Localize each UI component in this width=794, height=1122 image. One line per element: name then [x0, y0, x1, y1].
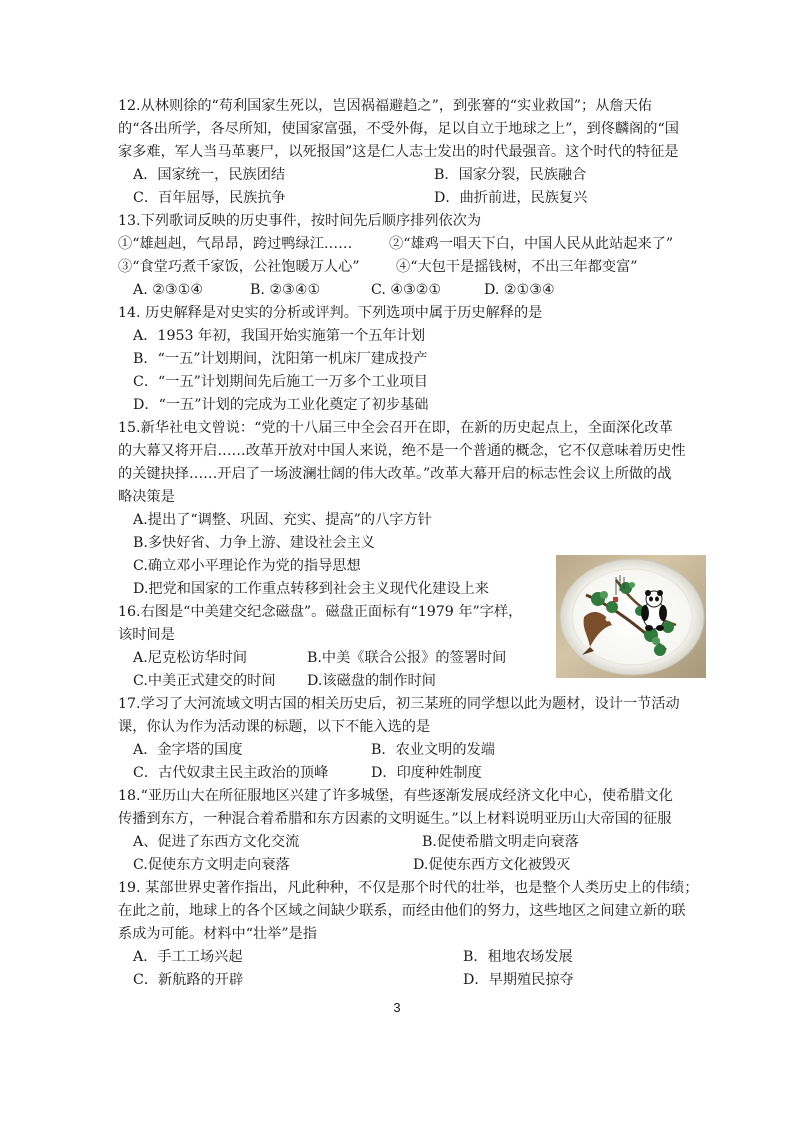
q13-lyric-2: ②“雄鸡一唱天下白，中国人民从此站起来了” — [389, 236, 674, 252]
q15-option-d: D.把党和国家的工作重点转移到社会主义现代化建设上来 — [133, 581, 489, 597]
q18-option-d: D.促使东西方文化被毁灭 — [413, 857, 571, 873]
q19-option-c: C．新航路的开辟 — [133, 972, 244, 988]
q19-option-a: A．手工工场兴起 — [133, 949, 243, 965]
q15-stem-line-3: 的关键抉择……开启了一场波澜壮阔的伟大改革。”改革大幕开启的标志性会议上所做的战 — [118, 466, 672, 482]
q16-stem-line-2: 该时间是 — [118, 627, 175, 643]
q13-lyric-1: ①“雄赳赳，气昂昂，跨过鸭绿江…… — [118, 236, 353, 252]
q17-option-b: B．农业文明的发端 — [371, 742, 495, 758]
q14-stem: 14. 历史解释是对史实的分析或评判。下列选项中属于历史解释的是 — [118, 305, 543, 321]
q13-option-c: C. ④③②① — [371, 282, 442, 298]
q16-option-b: B.中美《联合公报》的签署时间 — [307, 650, 507, 666]
q16-option-a: A.尼克松访华时间 — [133, 650, 248, 666]
q13-option-b: B. ②③④① — [250, 282, 321, 298]
q15-stem-line-4: 略决策是 — [118, 489, 175, 505]
q13-lyric-3: ③“食堂巧煮千家饭，公社饱暖万人心” — [118, 259, 360, 275]
q18-stem-line-1: 18.“亚历山大在所征服地区兴建了许多城堡，有些逐渐发展成经济文化中心，使希腊文化 — [118, 788, 673, 804]
q19-option-b: B．租地农场发展 — [463, 949, 573, 965]
q14-option-d: D．“一五”计划的完成为工业化奠定了初步基础 — [133, 397, 429, 413]
plate-illustration — [556, 555, 706, 678]
q12-option-d: D．曲折前进，民族复兴 — [434, 190, 588, 206]
q18-option-c: C.促使东方文明走向衰落 — [133, 857, 290, 873]
q17-stem-line-1: 17.学习了大河流域文明古国的相关历史后，初三某班的同学想以此为题材，设计一节活动 — [118, 696, 680, 712]
q15-stem-line-1: 15.新华社电文曾说：“党的十八届三中全会召开在即，在新的历史起点上，全面深化改革 — [118, 420, 673, 436]
q19-stem-line-2: 在此之前，地球上的各个区域之间缺少联系，而经由他们的努力，这些地区之间建立新的联 — [118, 903, 686, 919]
commemorative-plate-photo — [556, 555, 706, 678]
q14-option-c: C．“一五”计划期间先后施工一万多个工业项目 — [133, 374, 428, 390]
q17-stem-line-2: 课，你认为作为活动课的标题，以下不能入选的是 — [118, 719, 431, 735]
q17-option-a: A．金字塔的国度 — [133, 742, 243, 758]
q19-stem-line-1: 19. 某部世界史著作指出，凡此种种，不仅是那个时代的壮举，也是整个人类历史上的伟绩； — [118, 880, 699, 896]
q12-stem-line-2: 的“各出所学，各尽所知，使国家富强，不受外侮，足以自立于地球之上”，到佟麟阁的“国 — [118, 121, 679, 137]
q15-option-c: C.确立邓小平理论作为党的指导思想 — [133, 558, 361, 574]
q17-option-d: D．印度种姓制度 — [371, 765, 482, 781]
q12-stem-line-1: 12.从林则徐的“苟利国家生死以，岂因祸福避趋之”，到张謇的“实业救国”；从詹天佑 — [118, 98, 652, 114]
q17-option-c: C．古代奴隶主民主政治的顶峰 — [133, 765, 329, 781]
q13-lyric-4: ④“大包干是摇钱树，不出三年都变富” — [396, 259, 638, 275]
q15-option-a: A.提出了“调整、巩固、充实、提高”的八字方针 — [133, 512, 432, 528]
q12-option-a: A．国家统一，民族团结 — [133, 167, 286, 183]
q12-option-b: B．国家分裂，民族融合 — [434, 167, 587, 183]
q19-option-d: D．早期殖民掠夺 — [463, 972, 574, 988]
q14-option-b: B．“一五”计划期间，沈阳第一机床厂建成投产 — [133, 351, 428, 367]
q16-option-c: C.中美正式建交的时间 — [133, 673, 276, 689]
q13-stem: 13.下列歌词反映的历史事件，按时间先后顺序排列依次为 — [118, 213, 482, 229]
q16-option-d: D.该磁盘的制作时间 — [307, 673, 436, 689]
q14-option-a: A．1953 年初，我国开始实施第一个五年计划 — [133, 328, 426, 344]
q13-option-a: A. ②③①④ — [133, 282, 204, 298]
q18-option-a: A、促进了东西方文化交流 — [133, 834, 300, 850]
q18-option-b: B.促使希腊文明走向衰落 — [422, 834, 579, 850]
page-number: 3 — [393, 1000, 401, 1015]
q18-stem-line-2: 传播到东方，一种混合着希腊和东方因素的文明诞生。”以上材料说明亚历山大帝国的征服 — [118, 811, 672, 827]
q15-option-b: B.多快好省、力争上游、建设社会主义 — [133, 535, 375, 551]
q19-stem-line-3: 系成为可能。材料中“壮举”是指 — [118, 926, 317, 942]
q12-option-c: C．百年屈辱，民族抗争 — [133, 190, 286, 206]
q13-option-d: D. ②①③④ — [484, 282, 555, 298]
q16-stem-line-1: 16.右图是“中美建交纪念磁盘”。磁盘正面标有“1979 年”字样， — [118, 604, 523, 620]
q12-stem-line-3: 家多难，军人当马革裹尸，以死报国”这是仁人志士发出的时代最强音。这个时代的特征是 — [118, 144, 679, 160]
q15-stem-line-2: 的大幕又将开启……改革开放对中国人来说，绝不是一个普通的概念，它不仅意味着历史性 — [118, 443, 686, 459]
